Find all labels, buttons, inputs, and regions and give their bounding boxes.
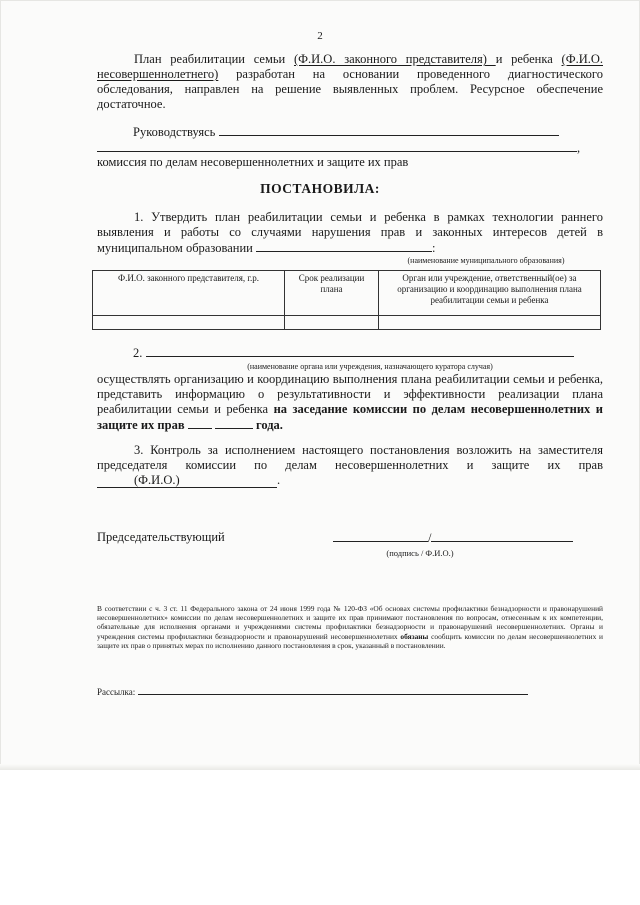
date-blank-1 (188, 417, 212, 429)
item-3-dot: . (277, 473, 281, 487)
intro-paragraph (97, 52, 603, 112)
municipality-blank (256, 240, 432, 252)
cell-organ (379, 316, 601, 330)
cell-term (285, 316, 379, 330)
col-header-term: Срок реализации плана (285, 271, 379, 316)
fio-blank (431, 530, 573, 542)
col-header-organ: Орган или учреждение, ответственный(ое) за организацию и координацию выполнения плана реабилитации семьи и ребенка (379, 271, 601, 316)
intro-text-2: и ребенка (495, 52, 562, 66)
table-header-row (93, 271, 601, 316)
plan-table (92, 270, 601, 330)
item-2-line (133, 345, 603, 361)
curator-blank (146, 345, 574, 357)
cell-fio (93, 316, 285, 330)
footnote-text-2: сообщить комиссии по делам несовершеннолетних и защите их прав о принятых мерах по исполнению данного постановления в срок, указанный в постановлении. (97, 631, 604, 650)
signature-caption: (подпись / Ф.И.О.) (386, 548, 454, 558)
deputy-fio-blank (97, 473, 277, 488)
item-2-body: осуществлять организацию и координацию выполнения плана реабилитации семьи и ребенка, представить информацию о результативности и эффективности реализации плана реабилитации семьи и ребенка (97, 372, 603, 416)
date-blank-2 (215, 417, 253, 429)
footnote (97, 604, 603, 650)
minor-placeholder: (Ф.И.О. несовершеннолетнего) (97, 52, 603, 81)
guided-blank-2 (97, 140, 577, 152)
chair-signature-line (333, 530, 578, 546)
mailing-line (97, 686, 547, 697)
item-1 (97, 210, 603, 256)
signature-blank (333, 530, 428, 542)
signature-slash: / (428, 531, 432, 545)
decree-heading: ПОСТАНОВИЛА: (260, 181, 380, 196)
table-row (93, 316, 601, 330)
item-3-text: 3. Контроль за исполнением настоящего постановления возложить на заместителя председателя комиссии по делам несовершеннолетних и защите их прав (97, 443, 603, 472)
intro-text-3: разработан на основании проведенного диагностического обследования, направлен на решение выявленных проблем. Ресурсное обеспечение достаточное. (97, 67, 603, 111)
item-1-text: 1. Утвердить план реабилитации семьи и ребенка в рамках технологии раннего выявления и работы со случаями нарушения прав и законных интересов детей в муниципальном образовании (97, 210, 603, 255)
guided-label: Руководствуясь (133, 125, 216, 139)
mailing-label: Рассылка: (97, 687, 136, 697)
legal-rep-placeholder: (Ф.И.О. законного представителя) (293, 52, 496, 66)
intro-text-1: План реабилитации семьи (134, 52, 294, 66)
guided-blank (219, 124, 559, 136)
col-header-fio: Ф.И.О. законного представителя, г.р. (93, 271, 285, 316)
mailing-blank (138, 686, 528, 695)
commission-line: комиссия по делам несовершеннолетних и защите их прав (97, 155, 409, 169)
item-2-number: 2. (133, 346, 143, 360)
curator-caption: (наименование органа или учреждения, назначающего куратора случая) (247, 362, 493, 371)
chair-label: Председательствующий (97, 530, 225, 544)
item-2-year: года. (255, 418, 283, 432)
footnote-bold: обязаны (400, 631, 429, 641)
municipality-caption: (наименование муниципального образования) (407, 256, 565, 265)
guided-comma: , (577, 141, 581, 155)
guided-line (133, 124, 603, 140)
page-number: 2 (317, 30, 323, 42)
guided-line-2 (97, 140, 603, 156)
deputy-fio: (Ф.И.О.) (134, 473, 180, 487)
footnote-text-1: В соответствии с ч. 3 ст. 11 Федерального закона от 24 июня 1999 года № 120-ФЗ «Об основах системы профилактики безнадзорности и правонарушений несовершеннолетних» комиссии по делам несовершеннолетних и защите их прав принимают постановления по вопросам, отнесенным к их компетенции, обязательные для исполнения органами и учреждениями системы профилактики безнадзорности и правонарушений несовершеннолетних. Органы и учреждения системы профилактики безнадзорности и правонарушений несовершеннолетних (97, 604, 603, 641)
item-2-session: на заседание комиссии по делам несовершеннолетних и защите их прав (97, 402, 604, 432)
item-3 (97, 443, 603, 488)
item-1-colon: : (431, 241, 436, 255)
item-2-text (97, 372, 603, 433)
